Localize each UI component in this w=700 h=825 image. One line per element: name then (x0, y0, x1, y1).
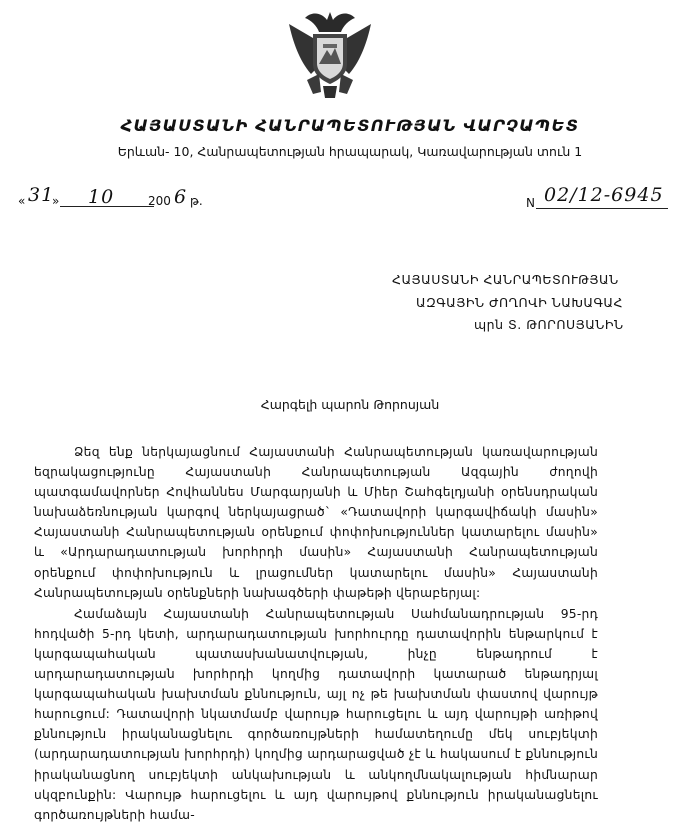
addressee-line-1: ՀԱՅԱՍՏԱՆԻ ՀԱՆՐԱՊԵՏՈՒԹՅԱՆ (392, 272, 619, 287)
number-prefix: N (526, 196, 535, 210)
date-open-quote: « (18, 194, 26, 208)
body-paragraph-1: Ձեզ ենք ներկայացնում Հայաստանի Հանրապետության կառավարության եզրակացությունը Հայաստանի Հանրապետության Ազգային ժողովի պատգամավորներ Հովհաննես Մարգարյանի և Միեր Շահգելդյանի օրենսդրական նախաձեռնության կարգով ներկայացրած` «Դատավորի կարգավիճակի մասին» Հայաստանի Հանրապետության օրենքում փոփոխություններ կատարելու մասին» և «Արդարադատության խորհրդի մասին» Հայաստանի Հանրապետության օրենքում փոփոխություն և լրացումներ կատարելու մասին» Հայաստանի Հանրապետության օրենքների նախագծերի փաթեթի վերաբերյալ: (34, 445, 598, 600)
body-paragraph-2: Համաձայն Հայաստանի Հանրապետության Սահմանադրության 95-րդ հոդվածի 5-րդ կետի, արդարադատության խորհուրդը դատավորին ենթարկում է կարգապահական պատասխանատվության, ինչը ենթադրում է արդարադատության խորհրդի կողմից դատավորի կատարած ենթադրյալ կարգապահական խախտման քննություն, այլ ոչ թե խախտման փաստով վարույթ հարուցում: Դատավորի նկատմամբ վարույթ հարուցելու և այդ վարույթի առիթով քննություն իրականացնելու գործառույթների համատեղումը մեկ սուբյեկտի (արդարադատության խորհրդի) կողմից արդարացված չէ և հակասում է քննություն իրականացնող սուբյեկտի անկախության և անկողմնակալության հիմնարար սկզբունքին: Վարույթ հարուցելու և այդ վարույթով քննություն իրականացնելու գործառույթների համա- (34, 606, 598, 822)
date-year-digit: 6 (174, 186, 188, 208)
date-year-prefix: 200 (148, 194, 171, 208)
date-month: 10 (88, 186, 115, 208)
addressee-line-3: պրն Տ. ԹՈՐՈՍՅԱՆԻՆ (474, 317, 624, 332)
ministry-title: ՀԱՅԱՍՏԱՆԻ ՀԱՆՐԱՊԵՏՈՒԹՅԱՆ ՎԱՐՉԱՊԵՏ (120, 116, 580, 135)
date-year-suffix: թ. (190, 194, 203, 208)
date-number-line (14, 186, 694, 216)
date-close-quote: » (52, 194, 60, 208)
coat-of-arms-emblem (283, 8, 377, 100)
salutation: Հարգելի պարոն Թորոսյան (260, 397, 440, 412)
number-underline (536, 208, 668, 209)
outgoing-number: 02/12-6945 (544, 184, 664, 206)
date-day: 31 (28, 184, 55, 206)
addressee-line-2: ԱԶԳԱՅԻՆ ԺՈՂՈՎԻ ՆԱԽԱԳԱՀ (416, 295, 623, 310)
ministry-address: Երևան- 10, Հանրապետության հրապարակ, Կառավարության տուն 1 (117, 144, 583, 159)
letter-body (34, 442, 598, 825)
